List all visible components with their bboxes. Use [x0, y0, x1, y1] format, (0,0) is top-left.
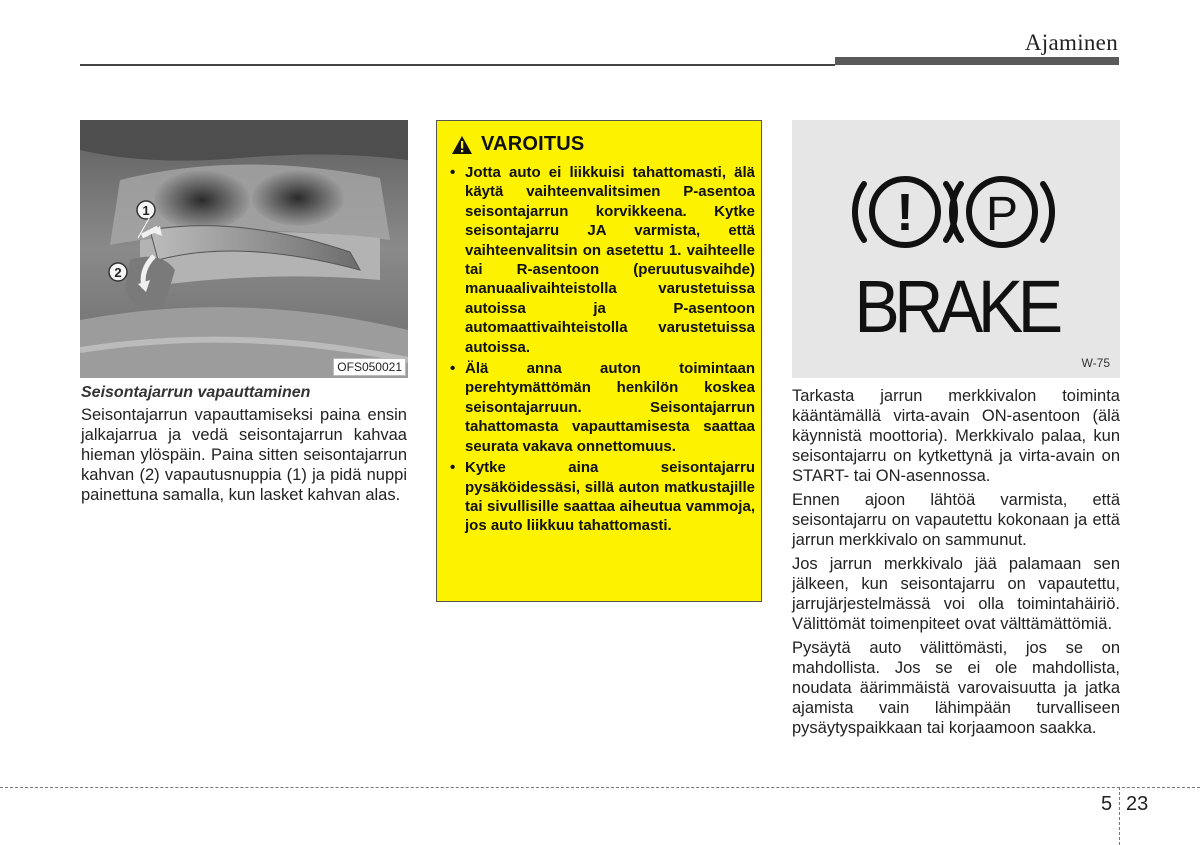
callout-2: 2 [114, 265, 122, 280]
warning-header [451, 133, 584, 156]
chapter-heading: Ajaminen [1024, 30, 1118, 55]
callout-1: 1 [142, 203, 150, 218]
warning-item: • Älä anna auton toimintaan perehtymättömän henkilön koskea seisontajarruun. Seisontajarrun tahattomasta vapauttamisesta saattaa seurata vakava onnettomuus. [447, 359, 755, 456]
footer-divider [1119, 787, 1120, 845]
warning-list [447, 163, 755, 538]
chapter-number: 5 [1101, 793, 1113, 815]
warning-title: VAROITUS [481, 133, 585, 155]
warning-item: • Kytke aina seisontajarru pysäköidessäsi, sillä auton matkustajille tai sivullisille saattaa aiheutua vammoja, jos auto liikkuu tahattomasti. [447, 458, 755, 536]
photo-code: OFS050021 [333, 358, 406, 376]
warning-box [436, 120, 762, 602]
left-body-text: Seisontajarrun vapauttamiseksi paina ensin jalkajarrua ja vedä seisontajarrun kahvaa hieman ylöspäin. Paina sitten seisontajarrun kahvan (2) vapautusnuppia (1) ja pidä nuppi painettuna samalla, kun lasket kahvan alas. [81, 406, 407, 504]
brake-indicator-image [792, 120, 1120, 378]
header-rule [80, 64, 835, 66]
parking-brake-photo [80, 120, 408, 378]
footer-rule [0, 787, 1200, 788]
paragraph: Ennen ajoon lähtöä varmista, että seisontajarru on vapautettu kokonaan ja että jarrun merkkivalo on sammunut. [792, 491, 1120, 549]
image-code: W-75 [1081, 356, 1110, 370]
header-bar [835, 57, 1119, 65]
paragraph: Jos jarrun merkkivalo jää palamaan sen jälkeen, kun seisontajarru on vapautettu, jarrujärjestelmässä voi olla toimintahäiriö. Välittömät toimenpiteet ovat välttämättömiä. [792, 555, 1120, 633]
right-body-text [792, 386, 1120, 742]
page-number: 23 [1126, 793, 1149, 815]
photo-caption: Seisontajarrun vapauttaminen [81, 384, 311, 401]
exclamation-mark: ! [896, 184, 914, 242]
warning-item: • Jotta auto ei liikkuisi tahattomasti, älä käytä vaihteenvalitsimen P-asentoa seisontajarrun korvikkeena. Kytke seisontajarru JA varmista, että vaihteenvalitsin on asetettu 1. vaihteelle tai R-asentoon (peruutusvaihde) manuaalivaihteistolla varustetuissa autoissa ja P-asentoon automaattivaihteistolla varustetuissa autoissa. [447, 163, 755, 357]
brake-word: BRAKE [854, 265, 1058, 348]
p-letter: P [985, 188, 1019, 241]
paragraph: Tarkasta jarrun merkkivalon toiminta kääntämällä virta-avain ON-asentoon (älä käynnistä moottoria). Merkkivalo palaa, kun seisontajarru on kytkettynä ja virta-avain on START- tai ON-asennossa. [792, 387, 1120, 485]
paragraph: Pysäytä auto välittömästi, jos se on mahdollista. Jos se ei ole mahdollista, noudata äärimmäistä varovaisuutta ja jatka ajamista vain lähimpään turvalliseen pysäytyspaikkaan tai korjaamoon saakka. [792, 639, 1120, 737]
warning-triangle-icon [451, 135, 473, 155]
console-illustration [80, 120, 408, 378]
